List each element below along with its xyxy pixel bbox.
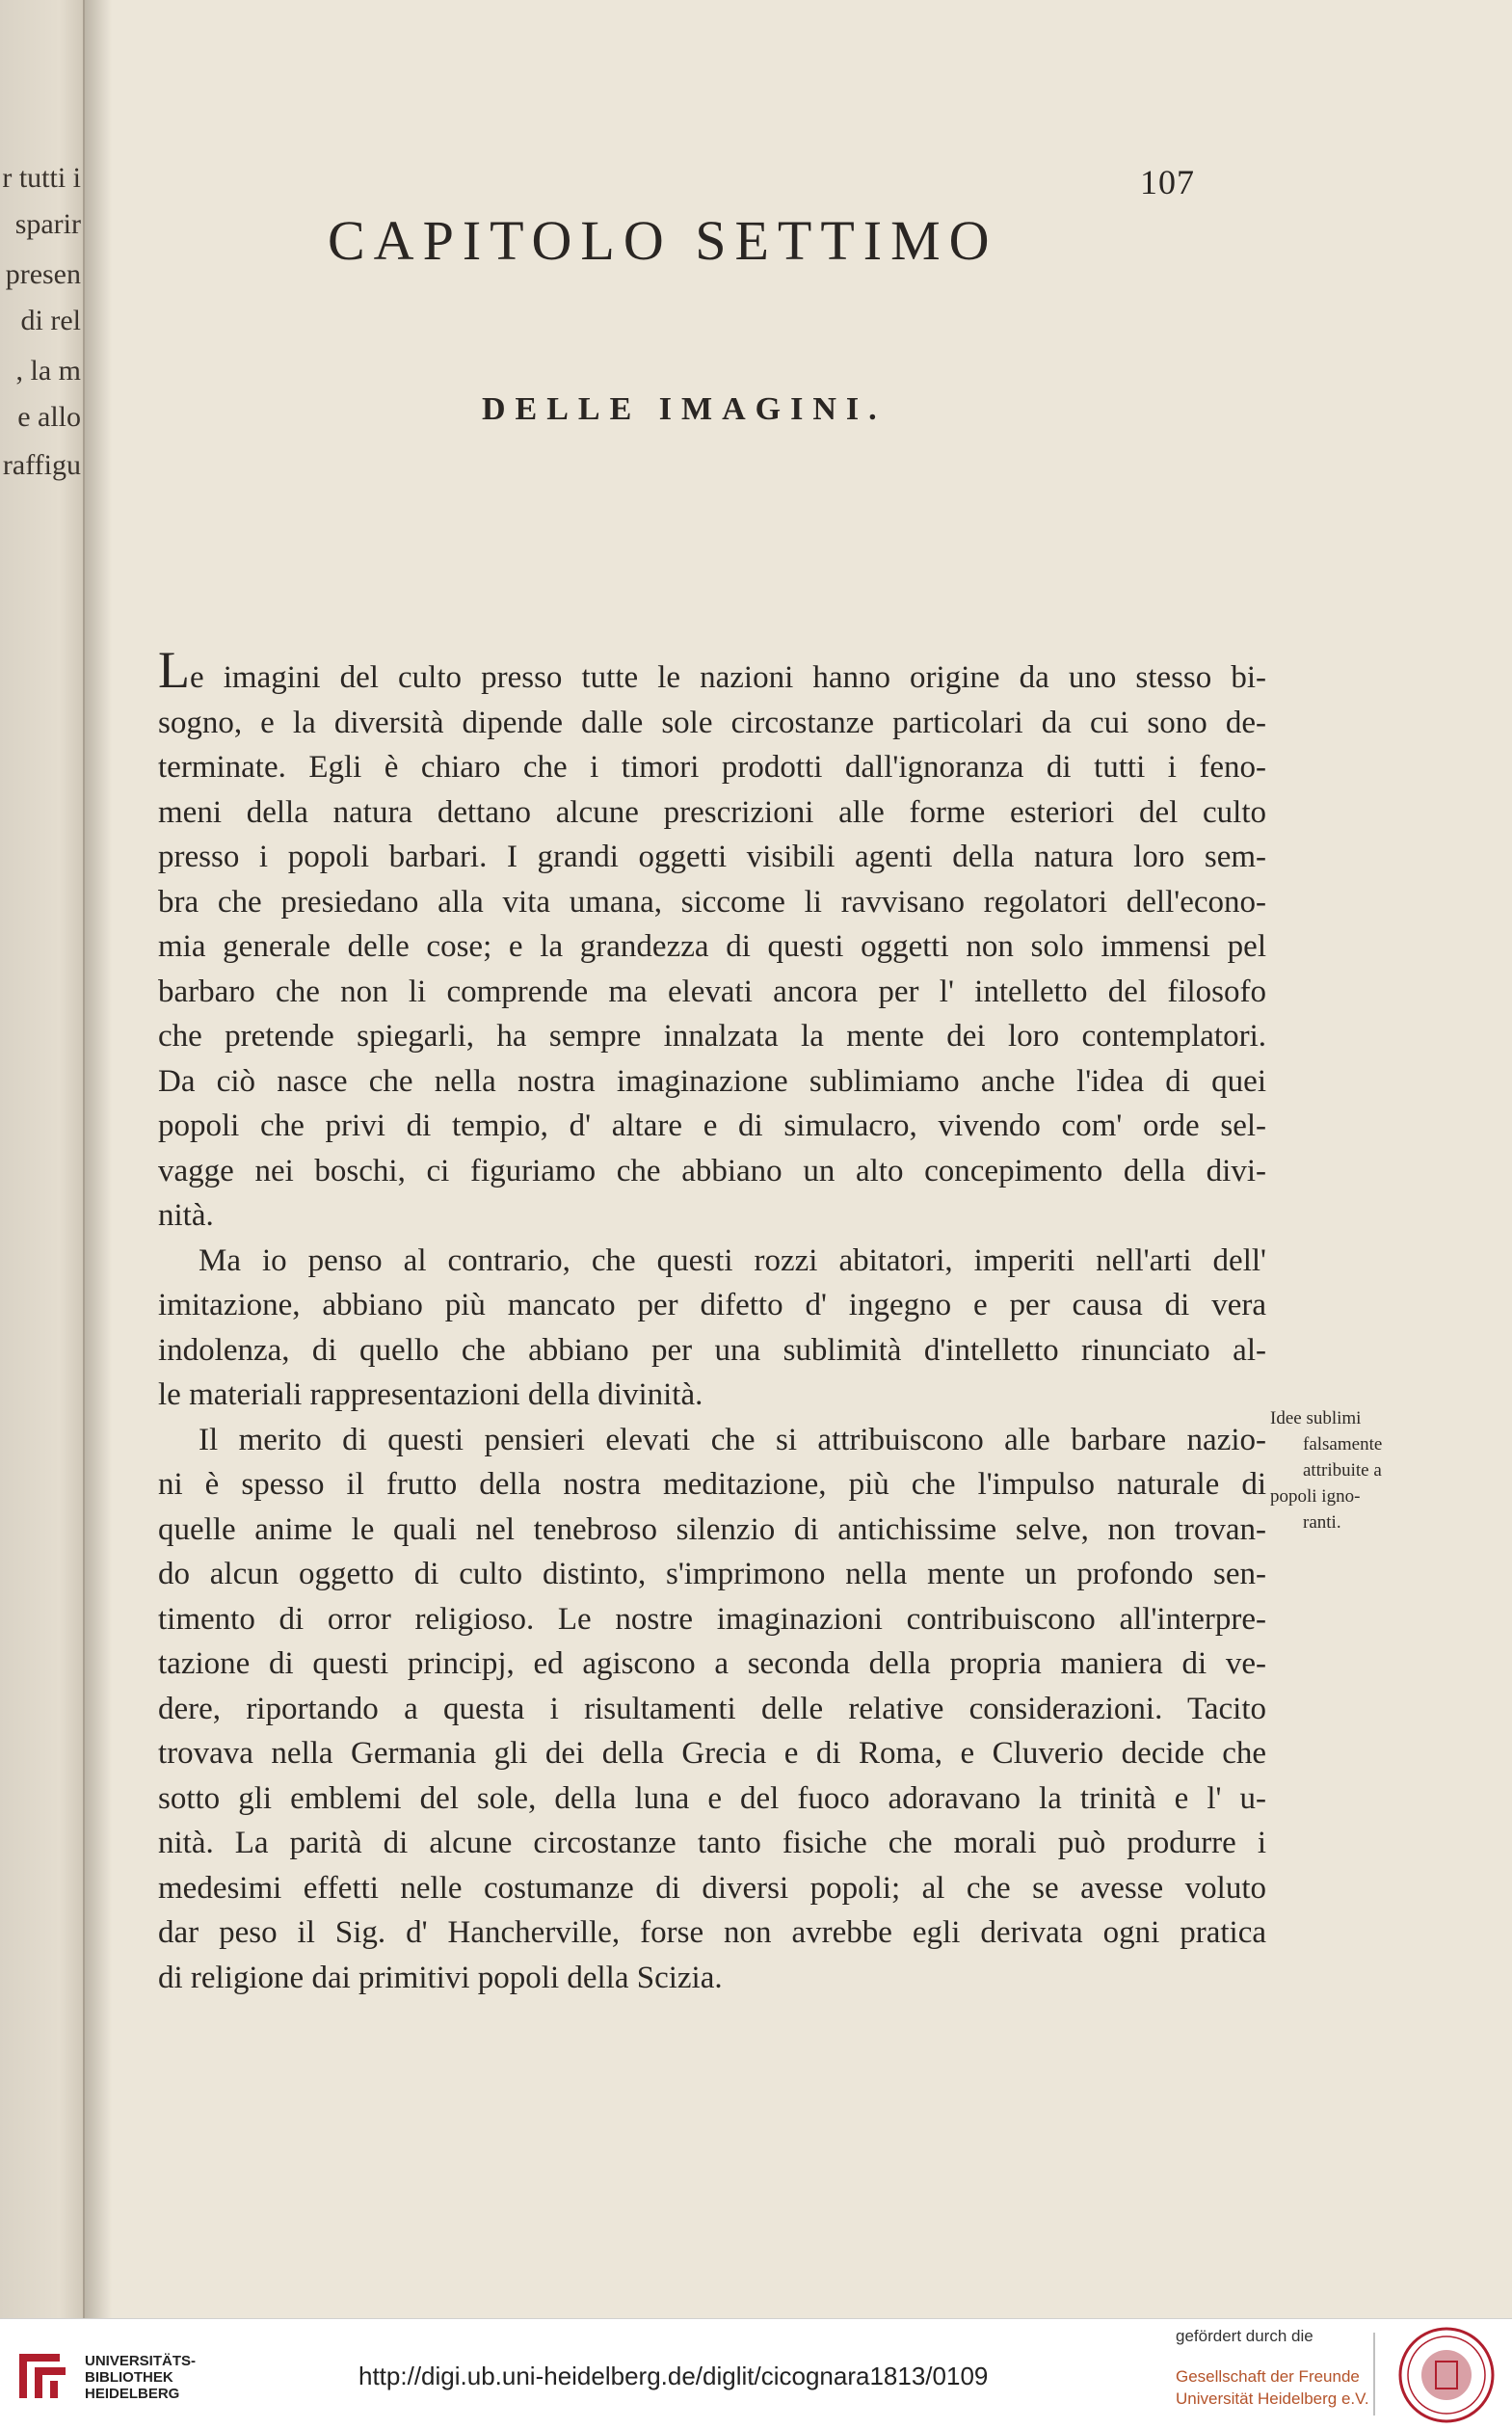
previous-page-fragment: presen	[5, 258, 81, 290]
body-text	[158, 641, 1266, 2000]
margin-note-line: Idee sublimi	[1270, 1408, 1362, 1428]
library-footer	[0, 2318, 1512, 2429]
text-line: timento di orror religioso. Le nostre imaginazioni contribuiscono all'interpre-	[158, 1601, 1266, 1637]
previous-page-fragment: raffigu	[2, 449, 81, 481]
section-title: DELLE IMAGINI.	[482, 391, 887, 427]
previous-page-fragment: e allo	[17, 401, 81, 433]
text-line: dar peso il Sig. d' Hancherville, forse non avrebbe egli derivata ogni pratica	[158, 1915, 1266, 1950]
book-gutter-shadow	[83, 0, 112, 2318]
text-line: trovava nella Germania gli dei della Grecia e di Roma, e Cluverio decide che	[158, 1736, 1266, 1771]
text-line: do alcun oggetto di culto distinto, s'imprimono nella mente un profondo sen-	[158, 1557, 1266, 1591]
sponsor-name: Universität Heidelberg e.V.	[1176, 2389, 1369, 2408]
text-line: presso i popoli barbari. I grandi oggetti visibili agenti della natura loro sem-	[158, 840, 1266, 874]
margin-note-line: attribuite a	[1303, 1460, 1382, 1481]
text-line: Ma io penso al contrario, che questi rozzi abitatori, imperiti nell'arti dell'	[199, 1242, 1266, 1278]
text-line: Da ciò nasce che nella nostra imaginazione sublimiamo anche l'idea di quei	[158, 1063, 1266, 1099]
drop-cap: L	[158, 641, 190, 699]
previous-page-fragment: r tutti i	[2, 162, 81, 194]
text-line: tazione di questi principj, ed agiscono a seconda della propria maniera di ve-	[158, 1646, 1266, 1681]
university-seal-icon	[1393, 2325, 1499, 2425]
text-line: meni della natura dettano alcune prescrizioni alle forme esteriori del culto	[158, 794, 1266, 830]
text-line: nità.	[158, 1198, 214, 1233]
margin-note-line: falsamente	[1303, 1434, 1383, 1455]
text-line: vagge nei boschi, ci figuriamo che abbiano un alto concepimento della divi-	[158, 1153, 1266, 1188]
margin-note-line: popoli igno-	[1270, 1486, 1361, 1507]
previous-page-fragment: di rel	[20, 305, 81, 336]
text-line: sotto gli emblemi del sole, della luna e del fuoco adoravano la trinità e l' u-	[158, 1780, 1266, 1816]
text-line: indolenza, di quello che abbiano per una sublimità d'intelletto rinunciato al-	[158, 1332, 1266, 1368]
previous-page-fragment: sparir	[14, 208, 81, 240]
text-line: di religione dai primitivi popoli della Scizia.	[158, 1960, 723, 1995]
text-line: dere, riportando a questa i risultamenti delle relative considerazioni. Tacito	[158, 1691, 1266, 1726]
previous-page-edge	[0, 0, 85, 2318]
text-line: popoli che privi di tempio, d' altare e di simulacro, vivendo com' orde sel-	[158, 1108, 1266, 1143]
library-name: UNIVERSITÄTS- BIBLIOTHEK HEIDELBERG	[85, 2353, 197, 2402]
chapter-title: CAPITOLO SETTIMO	[328, 209, 998, 272]
text-line: Il merito di questi pensieri elevati che si attribuiscono alle barbare nazio-	[199, 1422, 1266, 1457]
text-line: medesimi effetti nelle costumanze di diversi popoli; al che se avesse voluto	[158, 1870, 1266, 1906]
page-number: 107	[1140, 163, 1195, 201]
sponsor-name: Gesellschaft der Freunde	[1176, 2367, 1360, 2386]
funded-by-label: gefördert durch die	[1176, 2327, 1313, 2345]
text-line: mia generale delle cose; e la grandezza di questi oggetti non solo immensi pel	[158, 929, 1266, 964]
margin-note	[1270, 1405, 1386, 1535]
text-line: le materiali rappresentazioni della divinità.	[158, 1377, 703, 1412]
text-line: bra che presiedano alla vita umana, siccome li ravvisano regolatori dell'econo-	[158, 884, 1266, 920]
margin-note-line: ranti.	[1303, 1512, 1341, 1533]
text-line: nità. La parità di alcune circostanze tanto fisiche che morali può produrre i	[158, 1826, 1266, 1860]
text-line: quelle anime le quali nel tenebroso silenzio di antichissime selve, non trovan-	[158, 1511, 1266, 1547]
text-line: terminate. Egli è chiaro che i timori prodotti dall'ignoranza di tutti i feno-	[158, 750, 1266, 785]
previous-page-fragment: , la m	[15, 355, 81, 387]
university-library-logo-icon	[13, 2346, 73, 2406]
text-line: ni è spesso il frutto della nostra meditazione, più che l'impulso naturale di	[158, 1467, 1266, 1502]
footer-divider	[1373, 2333, 1375, 2416]
text-line: Le imagini del culto presso tutte le nazioni hanno origine da uno stesso bi-	[158, 641, 1266, 699]
text-line: sogno, e la diversità dipende dalle sole circostanze particolari da cui sono de-	[158, 705, 1266, 740]
text-line: barbaro che non li comprende ma elevati ancora per l' intelletto del filosofo	[158, 974, 1266, 1009]
text-line: imitazione, abbiano più mancato per difetto d' ingegno e per causa di vera	[158, 1288, 1266, 1322]
text-line: che pretende spiegarli, ha sempre innalzata la mente dei loro contemplatori.	[158, 1019, 1266, 1054]
digital-copy-link[interactable]: http://digi.ub.uni-heidelberg.de/diglit/cicognara1813/0109	[358, 2362, 989, 2390]
